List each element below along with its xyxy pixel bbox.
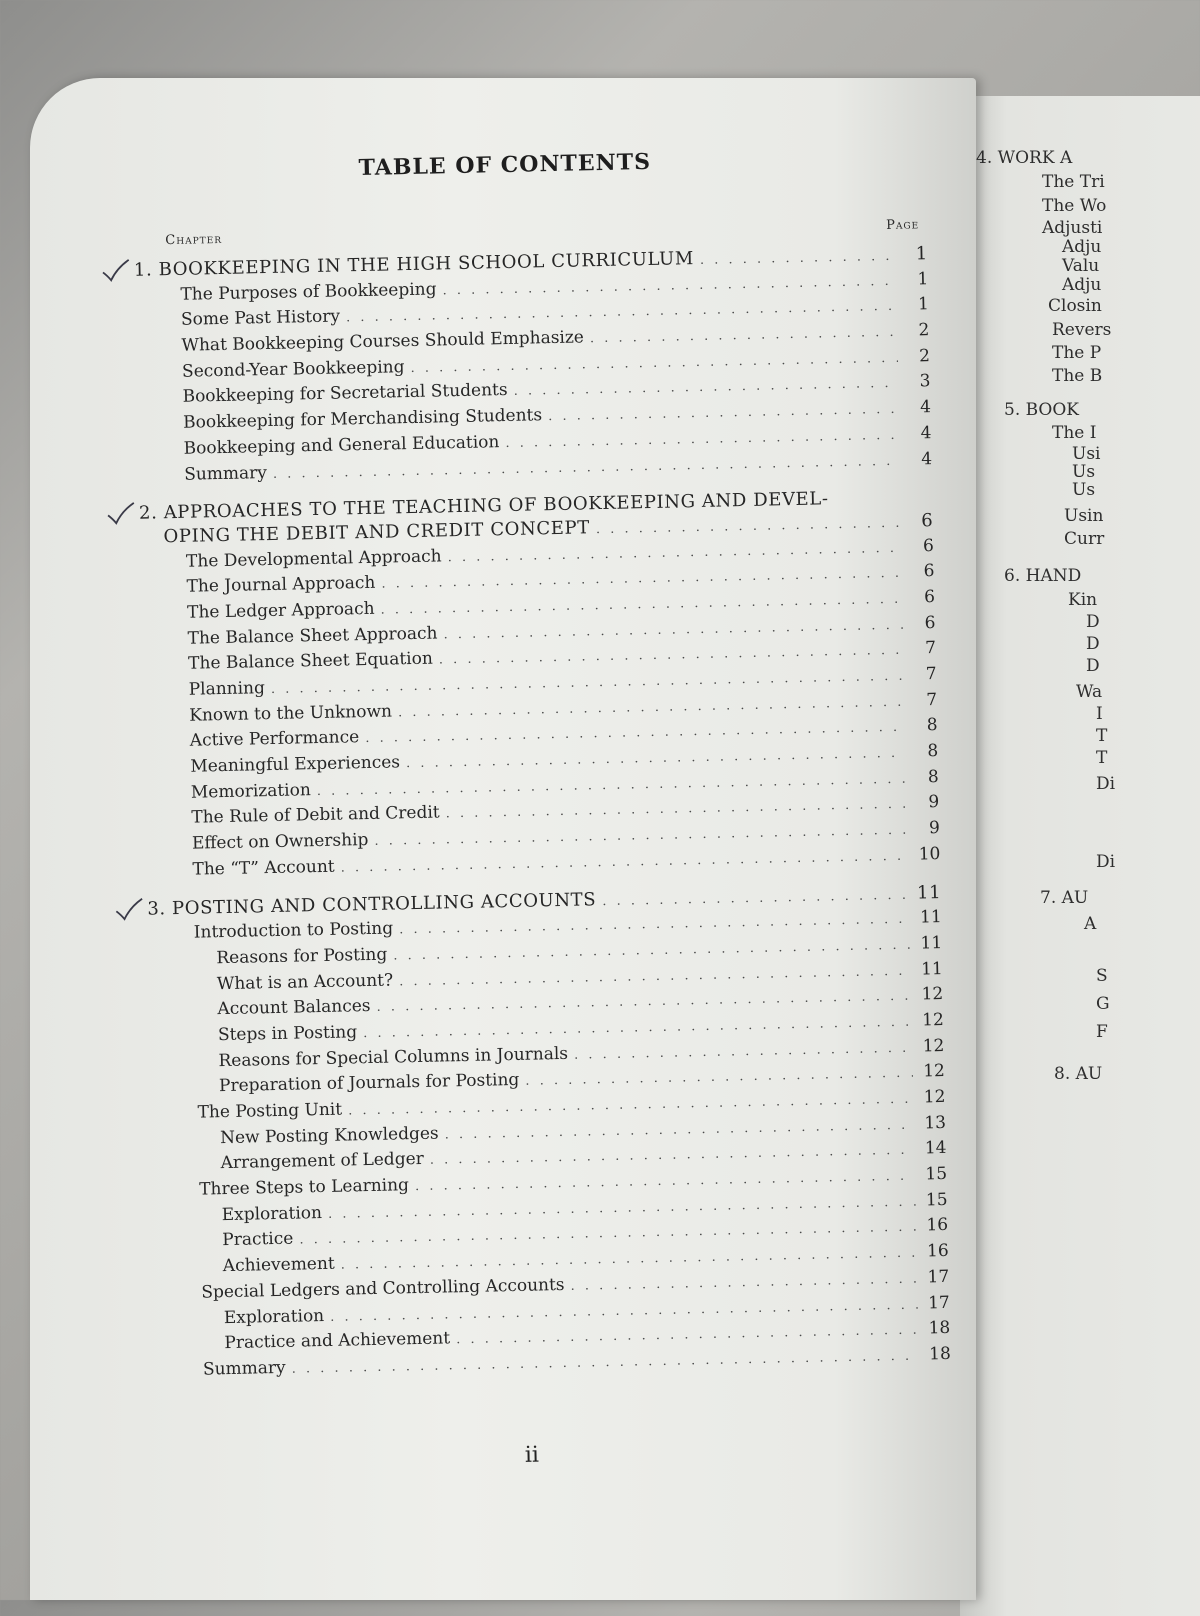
facing-page-line: 8. AU xyxy=(1054,1064,1103,1084)
toc-content xyxy=(30,78,976,1600)
toc-page-number: 8 xyxy=(926,715,938,736)
toc-entry-title: Some Past History xyxy=(180,306,341,331)
toc-page-number: 16 xyxy=(926,1215,949,1236)
facing-page-line: A xyxy=(1084,914,1097,934)
toc-page-number: 12 xyxy=(921,1009,945,1031)
toc-entry-title: The Purposes of Bookkeeping xyxy=(180,279,437,305)
handwritten-checkmark-icon xyxy=(105,501,135,526)
toc-entry-title: Special Ledgers and Controlling Accounts xyxy=(201,1274,565,1303)
toc-entry-title: The Balance Sheet Approach xyxy=(187,623,438,649)
toc-entry-title: Practice and Achievement xyxy=(224,1328,451,1354)
facing-page-line: D xyxy=(1086,612,1100,632)
toc-entry-title: Summary xyxy=(184,462,268,485)
toc-entry-title: The Developmental Approach xyxy=(185,545,442,572)
toc-entry-title: Practice xyxy=(222,1229,294,1251)
toc-page-number: 1 xyxy=(917,268,929,290)
toc-entry-title: The “T” Account xyxy=(192,856,335,880)
facing-page-line: The P xyxy=(1052,343,1102,363)
toc-entry-title: Preparation of Journals for Posting xyxy=(218,1070,520,1097)
facing-page-line: 4. WORK A xyxy=(976,148,1073,168)
facing-page-line: 5. BOOK xyxy=(1004,400,1080,420)
toc-page-number: 1 xyxy=(915,243,928,265)
facing-page-line: Curr xyxy=(1064,529,1105,549)
toc-entry-title: Known to the Unknown xyxy=(189,701,393,726)
page-column-heading: Page xyxy=(886,217,920,234)
toc-entry-title: What Bookkeeping Courses Should Emphasize xyxy=(181,327,585,356)
facing-page-line: I xyxy=(1096,704,1103,724)
toc-page-number: 2 xyxy=(918,320,930,341)
facing-page-line: Adju xyxy=(1062,275,1102,295)
toc-entry-title: Achievement xyxy=(222,1253,335,1277)
toc-entry-title: 3. POSTING AND CONTROLLING ACCOUNTS xyxy=(147,888,597,920)
toc-page-number: 4 xyxy=(921,448,933,469)
facing-page-line: Closin xyxy=(1048,296,1102,316)
toc-entry-title: The Balance Sheet Equation xyxy=(187,648,434,675)
handwritten-checkmark-icon xyxy=(113,896,143,921)
toc-entry-title: OPING THE DEBIT AND CREDIT CONCEPT xyxy=(163,517,591,548)
toc-page-number: 15 xyxy=(925,1164,948,1185)
toc-entry-title: Bookkeeping for Merchandising Students xyxy=(182,405,543,433)
facing-page-line: Adjusti xyxy=(1042,218,1103,238)
toc-list xyxy=(134,241,951,1384)
toc-entry-title: Reasons for Posting xyxy=(216,944,388,969)
toc-page-number: 15 xyxy=(925,1189,948,1211)
toc-entry-title: Reasons for Special Columns in Journals xyxy=(218,1043,569,1071)
toc-page-number: 3 xyxy=(919,371,931,392)
facing-page-line: 7. AU xyxy=(1040,888,1089,908)
facing-page-line: Usin xyxy=(1064,506,1104,526)
toc-page-number: 4 xyxy=(920,422,932,444)
toc-page-number: 7 xyxy=(925,664,937,685)
toc-page-number: 12 xyxy=(923,1061,946,1082)
toc-page-number: 11 xyxy=(920,958,943,979)
facing-page-line: Adju xyxy=(1062,237,1102,257)
toc-page-number: 18 xyxy=(928,1318,951,1339)
toc-entry-title: Steps in Posting xyxy=(217,1022,358,1046)
toc-page-number: 8 xyxy=(927,766,939,788)
toc-entry-title: The Ledger Approach xyxy=(186,598,375,623)
facing-page-line: G xyxy=(1096,994,1110,1014)
toc-entry-title: 1. BOOKKEEPING IN THE HIGH SCHOOL CURRICULUM xyxy=(133,248,695,281)
toc-entry-title: Introduction to Posting xyxy=(193,918,394,943)
toc-entry-title: Account Balances xyxy=(217,996,371,1020)
facing-page-line: The I xyxy=(1052,423,1097,443)
toc-page-number: 12 xyxy=(921,984,944,1005)
toc-page-number: 12 xyxy=(922,1035,945,1057)
book-page xyxy=(30,78,976,1600)
facing-page-line: T xyxy=(1096,726,1108,746)
toc-page-number: 6 xyxy=(923,561,935,582)
toc-page-number: 6 xyxy=(923,587,936,608)
toc-entry-title: 2. APPROACHES TO THE TEACHING OF BOOKKEEPING AND DEVEL- xyxy=(138,488,829,524)
handwritten-checkmark-icon xyxy=(100,258,130,283)
toc-entry-title: What is an Account? xyxy=(216,970,394,994)
page-folio: ii xyxy=(524,1442,540,1468)
facing-page xyxy=(960,96,1200,1616)
toc-page-number: 11 xyxy=(919,907,942,928)
toc-page-number: 2 xyxy=(918,345,931,367)
toc-page-number: 12 xyxy=(923,1086,946,1108)
toc-entry-title: Meaningful Experiences xyxy=(190,752,401,777)
toc-entry-title: Second-Year Bookkeeping xyxy=(181,356,405,382)
toc-page-number: 9 xyxy=(928,818,941,839)
facing-page-line: Di xyxy=(1096,774,1116,794)
toc-page-number: 7 xyxy=(925,638,937,659)
toc-page-number: 6 xyxy=(922,535,935,556)
toc-page-number: 1 xyxy=(917,294,930,315)
toc-page-number: 14 xyxy=(924,1138,947,1159)
toc-page-number: 13 xyxy=(924,1112,947,1134)
facing-page-line: Valu xyxy=(1062,256,1100,276)
toc-page-number: 17 xyxy=(927,1292,950,1313)
dot-leader xyxy=(700,244,896,274)
facing-page-line: Usi xyxy=(1072,444,1101,464)
toc-entry-title: Active Performance xyxy=(189,727,360,752)
toc-page-number: 9 xyxy=(928,792,940,813)
toc-entry-title: Memorization xyxy=(190,779,312,803)
toc-page-number: 6 xyxy=(924,612,936,633)
toc-entry-title: Exploration xyxy=(221,1202,323,1225)
facing-page-line: S xyxy=(1096,966,1108,986)
toc-entry-title: Bookkeeping and General Education xyxy=(183,431,500,459)
toc-page-number: 11 xyxy=(920,932,943,954)
facing-page-line: Di xyxy=(1096,852,1116,872)
toc-entry-title: The Journal Approach xyxy=(186,573,376,597)
toc-entry-title: The Posting Unit xyxy=(197,1099,343,1123)
toc-page-number: 10 xyxy=(918,843,941,865)
facing-page-line: D xyxy=(1086,634,1100,654)
facing-page-line: The B xyxy=(1052,366,1103,386)
toc-title: TABLE OF CONTENTS xyxy=(358,148,652,182)
toc-entry-title: The Rule of Debit and Credit xyxy=(191,802,440,829)
toc-entry-title: Three Steps to Learning xyxy=(199,1175,410,1200)
facing-page-line: Revers xyxy=(1052,320,1112,340)
toc-page-number: 6 xyxy=(921,509,934,532)
facing-page-line: Us xyxy=(1072,480,1096,500)
facing-page-line: The Tri xyxy=(1042,172,1105,192)
facing-page-line: F xyxy=(1096,1022,1108,1042)
facing-page-line: T xyxy=(1096,748,1108,768)
toc-page-number: 7 xyxy=(926,689,938,710)
chapter-column-heading: Chapter xyxy=(165,231,223,249)
facing-page-line: The Wo xyxy=(1042,196,1107,216)
facing-page-line: Us xyxy=(1072,462,1096,482)
toc-entry-title: Planning xyxy=(188,678,266,700)
toc-entry-title: New Posting Knowledges xyxy=(219,1123,439,1148)
toc-entry-title: Effect on Ownership xyxy=(191,830,369,854)
toc-entry-title: Summary xyxy=(202,1357,286,1380)
toc-entry-title: Exploration xyxy=(223,1305,325,1328)
facing-page-line: Kin xyxy=(1068,590,1098,610)
toc-page-number: 18 xyxy=(928,1343,952,1365)
facing-page-line: 6. HAND xyxy=(1004,566,1082,586)
toc-page-number: 8 xyxy=(927,741,939,762)
facing-page-line: D xyxy=(1086,656,1100,676)
facing-page-line: Wa xyxy=(1076,682,1103,702)
toc-page-number: 16 xyxy=(926,1241,949,1262)
toc-entry-title: Bookkeeping for Secretarial Students xyxy=(182,380,508,408)
toc-entry-title: Arrangement of Ledger xyxy=(220,1149,424,1174)
toc-page-number: 17 xyxy=(927,1266,950,1288)
toc-page-number: 4 xyxy=(919,397,932,418)
toc-page-number: 11 xyxy=(916,881,942,904)
